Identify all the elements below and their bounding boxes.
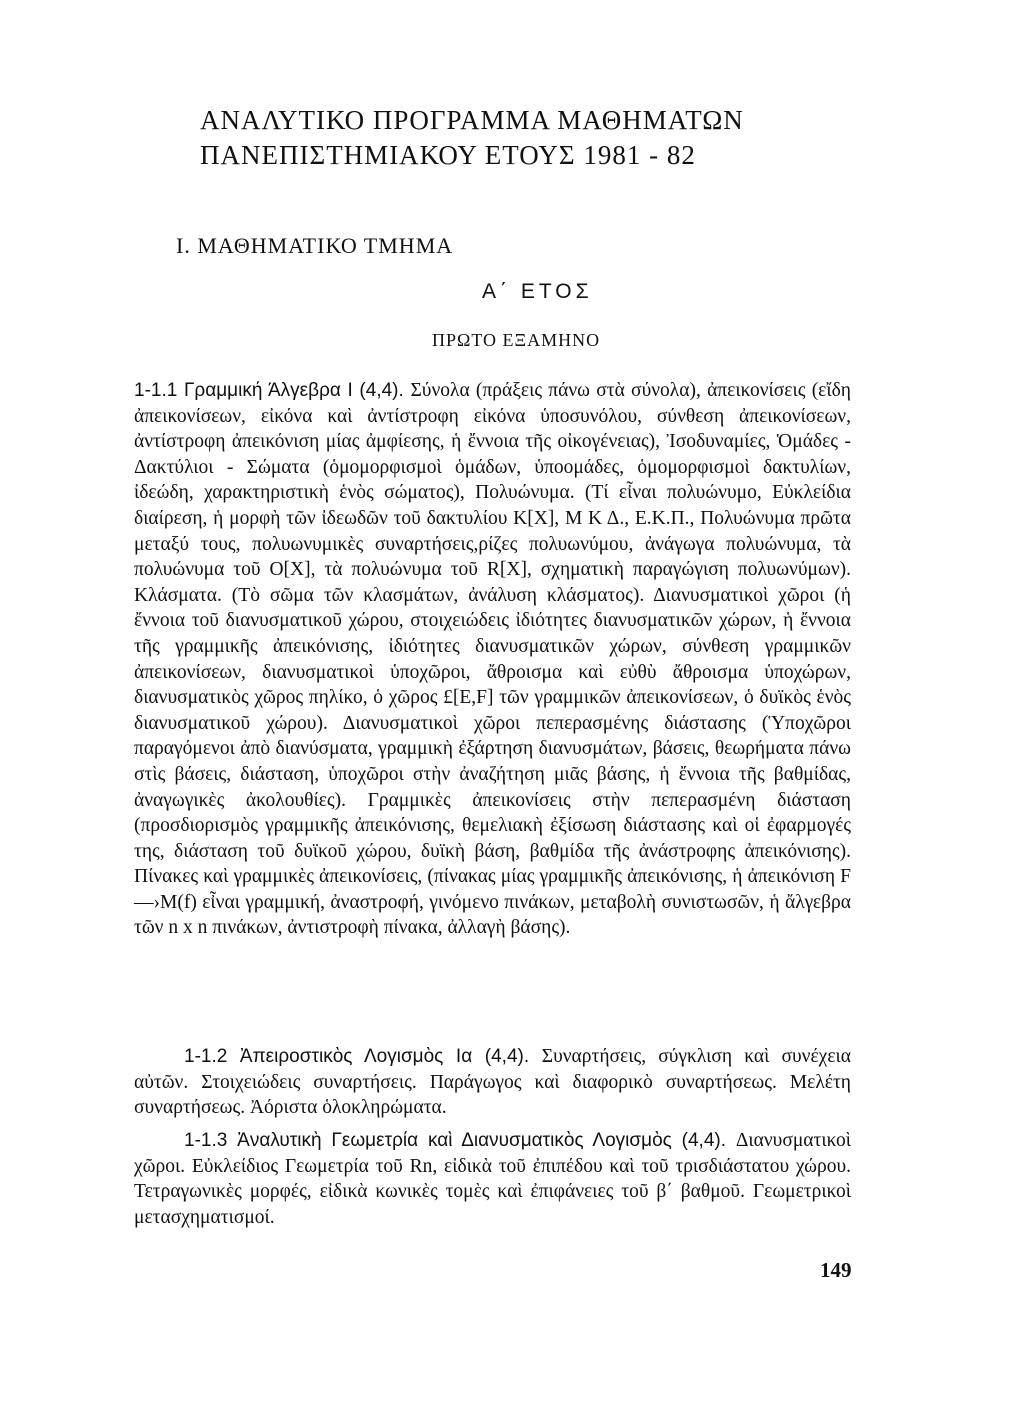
year-heading: Α΄ ΕΤΟΣ [482, 280, 593, 303]
semester-heading: ΠΡΩΤΟ ΕΞΑΜΗΝΟ [432, 330, 601, 350]
section-heading: Ι. ΜΑΘΗΜΑΤΙΚΟ ΤΜΗΜΑ [176, 233, 454, 258]
course-title: 1-1.3 Ἀναλυτικὴ Γεωμετρία καὶ Διανυσματικὸς Λογισμὸς (4,4). [184, 1130, 736, 1151]
course-description: Συναρτήσεις, σύγκλιση καὶ συνέχεια αὐτῶν. Στοιχειώδεις συναρτήσεις. Παράγωγος καὶ διαφορικὸ συναρτήσεως. Μελέτη συναρτήσεως. Ἀόριστα ὁλοκληρώματα. [134, 1046, 851, 1119]
header-line-1: ΑΝΑΛΥΤΙΚΟ ΠΡΟΓΡΑΜΜΑ ΜΑΘΗΜΑΤΩΝ [200, 105, 744, 135]
course-title: 1-1.2 Ἀπειροστικὸς Λογισμὸς Ια (4,4). [184, 1046, 542, 1067]
course-title: 1-1.1 Γραμμική Άλγεβρα Ι (4,4). [134, 380, 411, 401]
document-header [200, 103, 840, 173]
header-line-2: ΠΑΝΕΠΙΣΤΗΜΙΑΚΟΥ ΕΤΟΥΣ 1981 - 82 [200, 140, 696, 170]
course-description: Διανυσματικοὶ χῶροι. Εὐκλείδιος Γεωμετρία τοῦ Rn, εἰδικὰ τοῦ ἐπιπέδου καὶ τοῦ τρισδιάστατου χώρου. Τετραγωνικὲς μορφές, εἰδικὰ κωνικὲς τομὲς καὶ ἐπιφάνειες τοῦ β΄ βαθμοῦ. Γεωμετρικοὶ μετασχηματισμοί. [134, 1130, 851, 1228]
course-entry [134, 378, 851, 941]
course-entry [134, 1044, 851, 1121]
page-number: 149 [820, 1258, 852, 1282]
course-description: Σύνολα (πράξεις πάνω στὰ σύνολα), ἀπεικονίσεις (εἴδη ἀπεικονίσεων, εἰκόνα καὶ ἀντίστροφη εἰκόνα ὑποσυνόλου, σύνθεση ἀπεικονίσεων, ἀντίστροφη ἀπεικόνιση μίας ἀμφίεσης, ἡ ἔννοια τῆς οἰκογένειας), Ἰσοδυναμίες, Ὁμάδες - Δακτύλιοι - Σώματα (ὁμομορφισμοὶ ὁμάδων, ὑποομάδες, ὁμομορφισμοὶ δακτυλίων, ἰδεώδη, χαρακτηριστικὴ ἑνὸς σώματος), Πολυώνυμα. (Τί εἶναι πολυώνυμο, Εὐκλείδια διαίρεση, ἡ μορφὴ τῶν ἰδεωδῶν τοῦ δακτυλίου K[X], Μ Κ Δ., Ε.Κ.Π., Πολυώνυμα πρῶτα μεταξύ τους, πολυωνυμικὲς συναρτήσεις,ρίζες πολυωνύμου, ἀνάγωγα πολυώνυμα, τὰ πολυώνυμα τοῦ O[X], τὰ πολυώνυμα τοῦ R[X], σχηματικὴ παραγώγιση πολυωνύμων). Κλάσματα. (Τὸ σῶμα τῶν κλασμάτων, ἀνάλυση κλάσματος). Διανυσματικοὶ χῶροι (ἡ ἔννοια τοῦ διανυσματικοῦ χώρου, στοιχειώδεις ἰδιότητες διανυσματικῶν χώρων, ἡ ἔννοια τῆς γραμμικῆς ἀπεικόνισης, ἰδιότητες διανυσματικῶν χώρων, σύνθεση γραμμικῶν ἀπεικονίσεων, διανυσματικοὶ ὑποχῶροι, ἄθροισμα καὶ εὐθὺ ἄθροισμα ὑποχώρων, διανυσματικὸς χῶρος πηλίκο, ὁ χῶρος £[E,F] τῶν γραμμικῶν ἀπεικονίσεων, ὁ δυϊκὸς ἑνὸς διανυσματικοῦ χώρου). Διανυσματικοὶ χῶροι πεπερασμένης διάστασης (Ὑποχῶροι παραγόμενοι ἀπὸ διανύσματα, γραμμικὴ ἐξάρτηση διανυσμάτων, βάσεις, θεωρήματα πάνω στὶς βάσεις, διάσταση, ὑποχῶροι στὴν ἀναζήτηση μιᾶς βάσης, ἡ ἔννοια τῆς βαθμίδας, ἀναγωγικὲς ἀκολουθίες). Γραμμικὲς ἀπεικονίσεις στὴν πεπερασμένη διάσταση (προσδιορισμὸς γραμμικῆς ἀπεικόνισης, θεμελιακὴ ἐξίσωση διάστασης καὶ οἱ ἐφαρμογές της, διάσταση τοῦ δυϊκοῦ χώρου, δυϊκὴ βάση, βαθμίδα τῆς ἀνάστροφης ἀπεικόνισης). Πίνακες καὶ γραμμικὲς ἀπεικονίσεις, (πίνακας μίας γραμμικῆς ἀπεικόνισης, ἡ ἀπεικόνιση F—›M(f) εἶναι γραμμική, ἀναστροφή, γινόμενο πινάκων, μεταβολὴ συνιστωσῶν, ἡ ἄλγεβρα τῶν n x n πινάκων, ἀντιστροφὴ πίνακα, ἀλλαγὴ βάσης). [134, 380, 852, 939]
course-entry [134, 1128, 851, 1230]
